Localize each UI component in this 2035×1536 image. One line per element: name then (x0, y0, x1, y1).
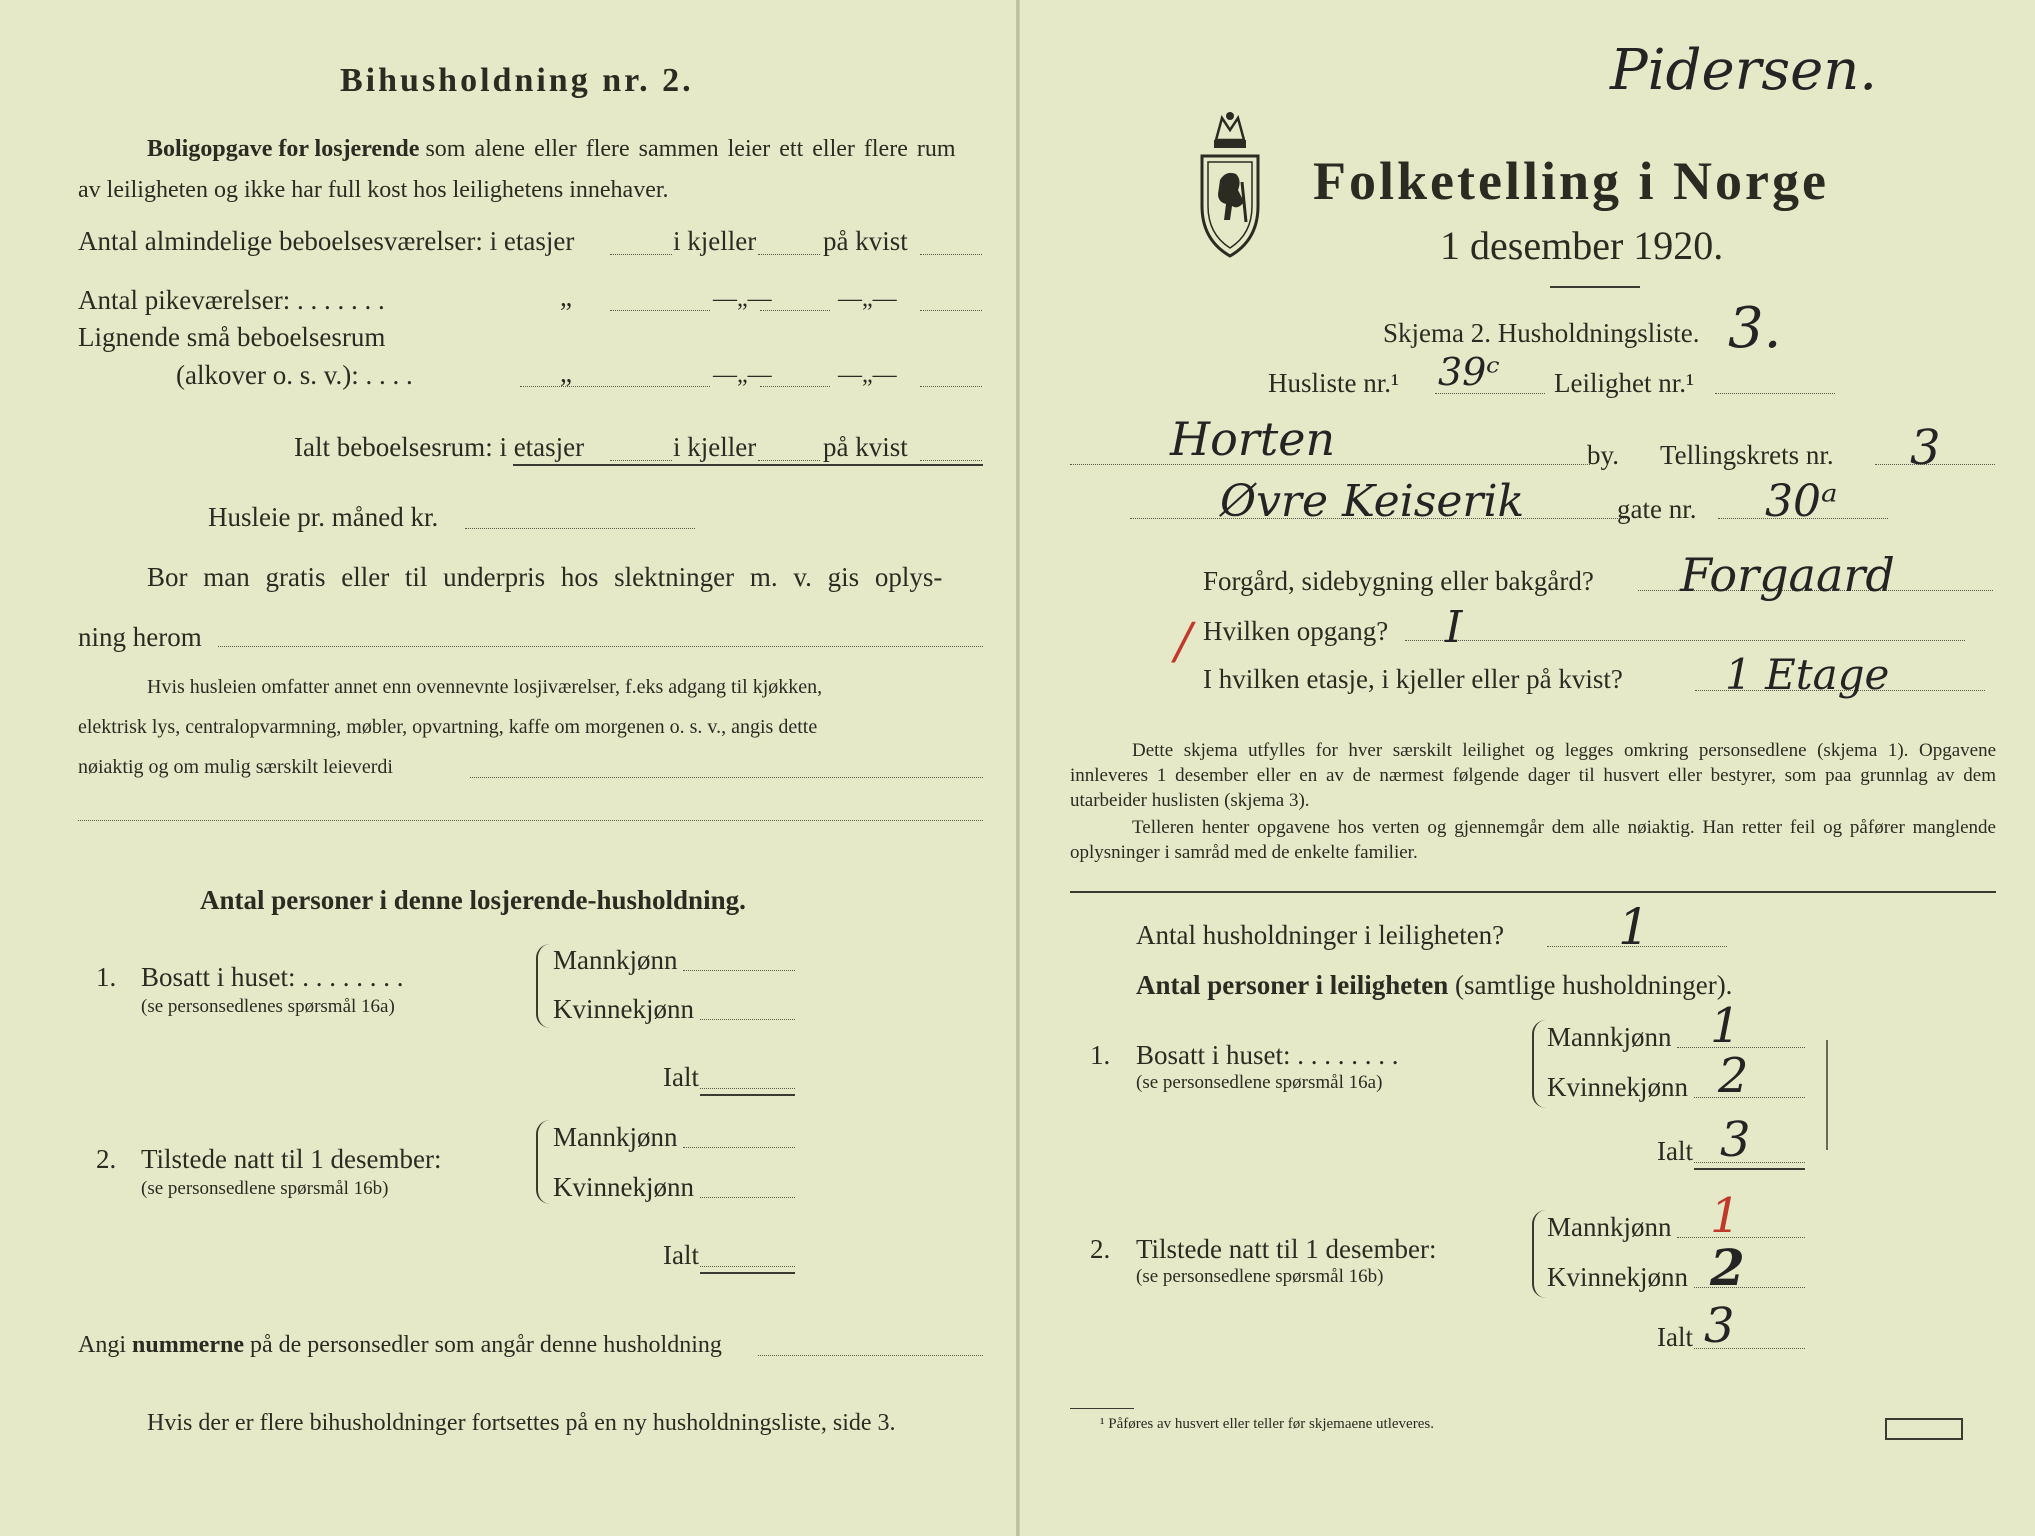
left-q2-mann-field[interactable] (683, 1147, 795, 1148)
alkover-kvist-field[interactable] (920, 386, 982, 387)
main-title: Folketelling i Norge (1313, 151, 1829, 211)
pike-etasjer-field[interactable] (610, 310, 710, 311)
antal-hus-label: Antal husholdninger i leiligheten? (1136, 920, 1505, 950)
footnote: ¹ Påføres av husvert eller teller før skjemaene utleveres. (1100, 1416, 1434, 1432)
ialt-kjeller-label: i kjeller (673, 432, 757, 462)
right-q2-ialt-label: Ialt (1657, 1322, 1693, 1352)
pike-ditto-2: —„— (713, 286, 772, 312)
left-q1-mann-field[interactable] (683, 970, 795, 971)
leilighet-field[interactable] (1715, 393, 1835, 394)
left-q1-ialt-label: Ialt (663, 1062, 699, 1092)
left-q2-brace (536, 1120, 552, 1204)
right-q1-ialt-underline (1694, 1168, 1805, 1170)
ialt-kjeller-field[interactable] (758, 460, 820, 461)
left-q1-sub: (se personsedlenes spørsmål 16a) (141, 996, 395, 1017)
instructions-2: Telleren henter opgavene hos verten og gjennemgår dem alle nøiaktig. Han retter feil og påfører manglende oplysninger i samråd med de enkelte familier. (1070, 817, 1996, 863)
angi-pre: Angi (78, 1332, 126, 1358)
right-q2-mann-label: Mannkjønn (1547, 1212, 1672, 1242)
husleien-text-2: elektrisk lys, centralopvarmning, møbler, opvartning, kaffe om morgenen o. s. v., angis dette (78, 716, 818, 738)
alm-label: Antal almindelige beboelsesværelser: i etasjer (78, 226, 575, 256)
left-q2-sub: (se personsedlene spørsmål 16b) (141, 1178, 389, 1199)
instructions-rule (1070, 891, 1996, 893)
left-q2-mann-label: Mannkjønn (553, 1122, 678, 1152)
left-q1-brace (536, 944, 552, 1028)
right-q1-num: 1. (1090, 1040, 1111, 1070)
handwritten-name: Pidersen. (1610, 38, 1878, 103)
left-q1-label: Bosatt i huset: . . . . . . . . (141, 962, 404, 992)
alm-kjeller-field[interactable] (758, 254, 820, 255)
antal-pers-line (1136, 970, 1732, 1001)
right-q1-ialt-value: 3 (1720, 1112, 1751, 1168)
left-q1-ialt-field[interactable] (700, 1088, 795, 1089)
alkover-ditto: „ (560, 358, 572, 388)
husleie-label: Husleie pr. måned kr. (208, 502, 439, 532)
leieverdi-field-2[interactable] (78, 820, 983, 821)
left-q2-ialt-field[interactable] (700, 1266, 795, 1267)
leilighet-label: Leilighet nr.¹ (1554, 368, 1695, 398)
right-q2-ialt-value: 3 (1704, 1298, 1735, 1354)
alkover-etasjer-field[interactable] (520, 386, 710, 387)
ialt-kvist-label: på kvist (823, 432, 908, 462)
left-q2-kvinne-field[interactable] (700, 1197, 795, 1198)
alm-etasjer-field[interactable] (610, 254, 672, 255)
left-q2-ialt-label: Ialt (663, 1240, 699, 1270)
alkover-label: (alkover o. s. v.): . . . . (176, 360, 413, 390)
left-q1-kvinne-label: Kvinnekjønn (553, 994, 694, 1024)
intro-line-1 (147, 136, 956, 163)
pike-ditto: „ (560, 282, 572, 312)
alkover-ditto-3: —„— (838, 362, 897, 388)
left-q2-num: 2. (96, 1144, 117, 1174)
husliste-label: Husliste nr.¹ (1268, 368, 1400, 398)
right-q1-mann-value: 1 (1710, 998, 1741, 1054)
left-q1-ialt-underline (700, 1094, 795, 1096)
left-q1-mann-label: Mannkjønn (553, 945, 678, 975)
opgang-red-mark: / (1175, 612, 1192, 670)
right-q1-sub: (se personsedlene spørsmål 16a) (1136, 1072, 1383, 1093)
left-title: Bihusholdning nr. 2. (340, 62, 694, 99)
leieverdi-field[interactable] (470, 777, 983, 778)
lign-label: Lignende små beboelsesrum (78, 322, 386, 352)
antal-pers-rest: (samtlige husholdninger). (1454, 970, 1733, 1000)
left-q2-label: Tilstede natt til 1 desember: (141, 1144, 442, 1174)
opgang-value: I (1445, 602, 1463, 653)
angi-rest: på de personsedler som angår denne husholdning (249, 1332, 722, 1358)
right-q2-sub: (se personsedlene spørsmål 16b) (1136, 1266, 1384, 1287)
pike-kjeller-field[interactable] (760, 310, 830, 311)
pike-ditto-3: —„— (838, 286, 897, 312)
left-section-heading: Antal personer i denne losjerende-husholdning. (200, 885, 746, 915)
husliste-value: 39ᶜ (1438, 350, 1500, 394)
pike-label: Antal pikeværelser: . . . . . . . (78, 285, 385, 315)
left-q1-num: 1. (96, 962, 117, 992)
gratis-line-2: ning herom (78, 622, 202, 652)
pike-kvist-field[interactable] (920, 310, 982, 311)
right-q1-kvinne-field[interactable] (1694, 1097, 1805, 1098)
left-footer-note: Hvis der er flere bihusholdninger fortsettes på en ny husholdningsliste, side 3. (147, 1410, 896, 1436)
alm-kvist-field[interactable] (920, 254, 982, 255)
ialt-kvist-field[interactable] (920, 460, 982, 461)
etasje-value: 1 Etage (1725, 650, 1890, 699)
alm-kjeller-label: i kjeller (673, 226, 757, 256)
by-value: Horten (1170, 412, 1336, 466)
left-q2-ialt-underline (700, 1272, 795, 1274)
angi-field[interactable] (758, 1355, 983, 1356)
gate-nr-value: 30ᵃ (1765, 476, 1838, 527)
gratis-field[interactable] (218, 646, 983, 647)
right-q2-mann-value: 1 (1710, 1188, 1741, 1244)
right-q2-brace (1532, 1210, 1548, 1298)
ialt-etasjer-field[interactable] (610, 460, 672, 461)
alkover-kjeller-field[interactable] (760, 386, 830, 387)
alm-kvist-label: på kvist (823, 226, 908, 256)
right-q1-kvinne-value: 2 (1718, 1048, 1749, 1104)
right-q2-kvinne-label: Kvinnekjønn (1547, 1262, 1688, 1292)
gratis-line-1: Bor man gratis eller til underpris hos slektninger m. v. gis oplys- (147, 562, 943, 592)
husleien-text-3: nøiaktig og om mulig særskilt leieverdi (78, 756, 393, 778)
gate-label: gate nr. (1617, 494, 1697, 524)
right-q1-brace (1532, 1020, 1548, 1108)
right-q2-num: 2. (1090, 1234, 1111, 1264)
right-q2-label: Tilstede natt til 1 desember: (1136, 1234, 1437, 1264)
left-q1-kvinne-field[interactable] (700, 1019, 795, 1020)
angi-bold: nummerne (132, 1332, 244, 1358)
intro-bold: Boligopgave for losjerende (147, 136, 420, 162)
husholdningsliste-nr: 3. (1728, 296, 1782, 361)
ialt-underline (513, 464, 983, 466)
opgang-field[interactable] (1405, 640, 1965, 641)
left-q2-kvinne-label: Kvinnekjønn (553, 1172, 694, 1202)
margin-stroke (1826, 1040, 1828, 1150)
intro-line-2: av leiligheten og ikke har full kost hos leilighetens innehaver. (78, 177, 669, 203)
footnote-rule (1070, 1408, 1134, 1409)
title-rule (1550, 286, 1640, 288)
intro-rest-1: som alene eller flere sammen leier ett eller flere rum (425, 136, 956, 162)
right-q1-mann-label: Mannkjønn (1547, 1022, 1672, 1052)
census-date: 1 desember 1920. (1440, 223, 1724, 268)
by-label: by. (1587, 440, 1619, 470)
opgang-label: Hvilken opgang? (1203, 616, 1389, 646)
gate-value: Øvre Keiserik (1220, 476, 1525, 527)
husleien-text-1: Hvis husleien omfatter annet enn ovennevnte losjiværelser, f.eks adgang til kjøkken, (147, 676, 823, 698)
right-q1-ialt-label: Ialt (1657, 1136, 1693, 1166)
angi-line (78, 1332, 722, 1359)
husleie-field[interactable] (465, 528, 695, 529)
printer-stamp (1885, 1418, 1963, 1440)
antal-pers-bold: Antal personer i leiligheten (1136, 970, 1449, 1000)
etasje-label: I hvilken etasje, i kjeller eller på kvist? (1203, 664, 1623, 694)
ialt-rum-label: Ialt beboelsesrum: i etasjer (294, 432, 585, 462)
instructions-1: Dette skjema utfylles for hver særskilt leilighet og legges omkring personsedlene (skjema 1). Opgavene innleveres 1 desember eller en av de nærmest følgende dager til husvert eller bestyrer, som paa grunnlag av dem utarbeider huslisten (skjema 3). (1070, 740, 1996, 811)
tellingskrets-value: 3 (1910, 420, 1941, 476)
norway-coat-of-arms-icon (1192, 110, 1268, 260)
right-q1-label: Bosatt i huset: . . . . . . . . (1136, 1040, 1399, 1070)
antal-hus-value: 1 (1618, 898, 1650, 956)
skjema-text: Skjema 2. Husholdningsliste. (1383, 318, 1700, 348)
right-q2-kvinne-value: 2 (1710, 1238, 1745, 1297)
forgard-value: Forgaard (1680, 548, 1895, 602)
right-page (1020, 0, 2035, 1536)
alkover-ditto-2: —„— (713, 362, 772, 388)
tellingskrets-label: Tellingskrets nr. (1660, 440, 1834, 470)
forgard-label: Forgård, sidebygning eller bakgård? (1203, 566, 1594, 596)
right-q1-kvinne-label: Kvinnekjønn (1547, 1072, 1688, 1102)
